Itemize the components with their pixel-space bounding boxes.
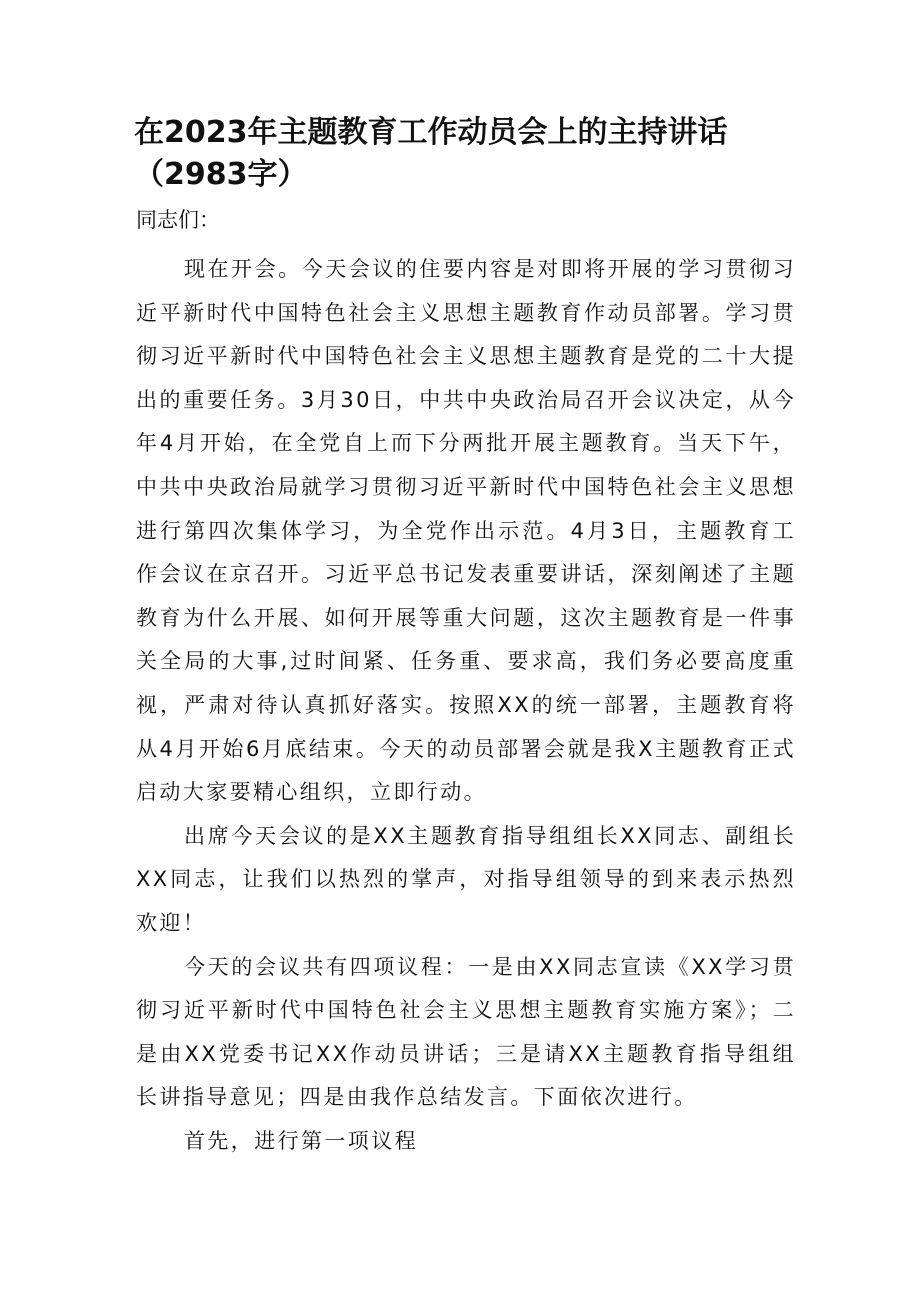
greeting: 同志们： <box>136 208 220 232</box>
paragraph-attendees: 出席今天会议的是XX主题教育指导组组长XX同志、副组长XX同志，让我们以热烈的掌声，对指导组领导的到来表示热烈欢迎！ <box>136 823 796 935</box>
document-body <box>136 248 796 1163</box>
document-title: 在2023年主题教育工作动员会上的主持讲话（2983字） <box>134 115 728 192</box>
paragraph-agenda: 今天的会议共有四项议程：一是由XX同志宣读《XX学习贯彻习近平新时代中国特色社会主义思想主题教育实施方案》；二是由XX党委书记XX作动员讲话；三是请XX主题教育指导组组长讲指导意见；四是由我作总结发言。下面依次进行。 <box>136 954 796 1110</box>
paragraph-first-item: 首先，进行第一项议程 <box>184 1128 418 1153</box>
paragraph-opening: 现在开会。今天会议的住要内容是对即将开展的学习贯彻习近平新时代中国特色社会主义思想主题教育作动员部署。学习贯彻习近平新时代中国特色社会主义思想主题教育是党的二十大提出的重要任务。3月30日，中共中央政治局召开会议决定，从今年4月开始，在全党自上而下分两批开展主题教育。当天下午，中共中央政治局就学习贯彻习近平新时代中国特色社会主义思想进行第四次集体学习，为全党作出示范。4月3日，主题教育工作会议在京召开。习近平总书记发表重要讲话，深刻阐述了主题教育为什么开展、如何开展等重大问题，这次主题教育是一件事关全局的大事,过时间紧、任务重、要求高，我们务必要高度重视，严肃对待认真抓好落实。按照XX的统一部署，主题教育将从4月开始6月底结束。今天的动员部署会就是我X主题教育正式启动大家要精心组织，立即行动。 <box>136 257 796 805</box>
